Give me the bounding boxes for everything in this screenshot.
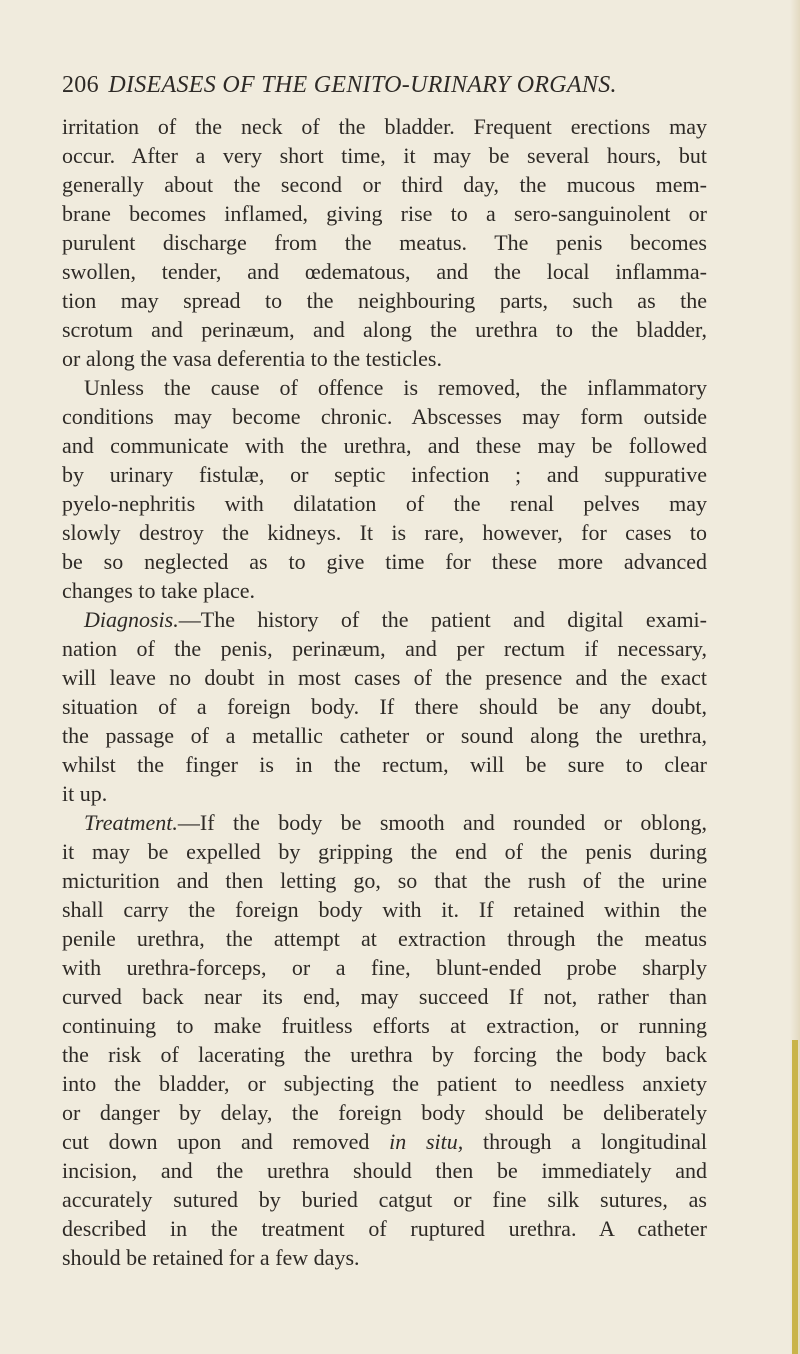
text-line	[62, 489, 707, 518]
line-text: with urethra-forceps, or a fine, blunt-ended probe sharply	[62, 955, 707, 980]
text-line	[62, 1098, 707, 1127]
line-text: generally about the second or third day, the mucous mem-	[62, 172, 707, 197]
text-line	[62, 1243, 707, 1272]
line-text: or along the vasa deferentia to the testicles.	[62, 346, 442, 371]
line-text: situation of a foreign body. If there should be any doubt,	[62, 694, 707, 719]
line-text: changes to take place.	[62, 578, 256, 603]
text-line	[62, 1156, 707, 1185]
line-text: or danger by delay, the foreign body should be deliberately	[62, 1100, 707, 1125]
line-text: Unless the cause of offence is removed, the inflammatory	[84, 375, 707, 400]
text-line	[62, 982, 707, 1011]
body-text	[62, 112, 707, 1272]
text-line	[62, 286, 707, 315]
line-text: pyelo-nephritis with dilatation of the renal pelves may	[62, 491, 707, 516]
text-line	[62, 141, 707, 170]
line-text: and communicate with the urethra, and these may be followed	[62, 433, 707, 458]
text-line	[62, 257, 707, 286]
text-line	[62, 779, 707, 808]
line-text: tion may spread to the neighbouring parts, such as the	[62, 288, 707, 313]
text-line	[62, 228, 707, 257]
running-title: DISEASES OF THE GENITO-URINARY ORGANS.	[108, 72, 617, 98]
text-line	[62, 605, 707, 634]
text-line	[62, 924, 707, 953]
text-line	[62, 1069, 707, 1098]
line-text: it may be expelled by gripping the end of the penis during	[62, 839, 707, 864]
text-line	[62, 953, 707, 982]
text-line	[62, 663, 707, 692]
text-line	[62, 1011, 707, 1040]
line-text: be so neglected as to give time for these more advanced	[62, 549, 707, 574]
text-line	[62, 895, 707, 924]
line-text: the risk of lacerating the urethra by forcing the body back	[62, 1042, 707, 1067]
text-line	[62, 518, 707, 547]
line-text: shall carry the foreign body with it. If retained within the	[62, 897, 707, 922]
line-text: conditions may become chronic. Abscesses may form outside	[62, 404, 707, 429]
line-text: by urinary fistulæ, or septic infection ; and suppurative	[62, 462, 707, 487]
line-text: irritation of the neck of the bladder. Frequent erections may	[62, 114, 707, 139]
line-text: occur. After a very short time, it may be several hours, but	[62, 143, 707, 168]
text-line	[62, 112, 707, 141]
page-header	[62, 70, 702, 100]
line-text: scrotum and perinæum, and along the urethra to the bladder,	[62, 317, 707, 342]
line-text: micturition and then letting go, so that the rush of the urine	[62, 868, 707, 893]
line-text: described in the treatment of ruptured urethra. A catheter	[62, 1216, 707, 1241]
line-text: nation of the penis, perinæum, and per rectum if necessary,	[62, 636, 707, 661]
italic-phrase: in situ,	[389, 1129, 464, 1154]
text-line	[62, 373, 707, 402]
text-line	[62, 199, 707, 228]
text-line	[62, 1127, 707, 1156]
text-line	[62, 634, 707, 663]
text-line	[62, 315, 707, 344]
line-text: whilst the finger is in the rectum, will be sure to clear	[62, 752, 707, 777]
text-line	[62, 1214, 707, 1243]
section-heading: Treatment.	[84, 810, 178, 835]
line-text: the passage of a metallic catheter or sound along the urethra,	[62, 723, 707, 748]
line-text: should be retained for a few days.	[62, 1245, 360, 1270]
text-line	[62, 170, 707, 199]
text-line	[62, 344, 707, 373]
line-text: —The history of the patient and digital exami-	[178, 607, 707, 632]
line-text: will leave no doubt in most cases of the presence and the exact	[62, 665, 707, 690]
line-text: penile urethra, the attempt at extraction through the meatus	[62, 926, 707, 951]
line-text: accurately sutured by buried catgut or fine silk sutures, as	[62, 1187, 707, 1212]
line-text: into the bladder, or subjecting the patient to needless anxiety	[62, 1071, 707, 1096]
text-line	[62, 1040, 707, 1069]
line-text: incision, and the urethra should then be immediately and	[62, 1158, 707, 1183]
text-line	[62, 460, 707, 489]
text-line	[62, 837, 707, 866]
text-line	[62, 692, 707, 721]
line-text: cut down upon and removed	[62, 1129, 390, 1154]
text-line	[62, 808, 707, 837]
text-line	[62, 721, 707, 750]
line-text: swollen, tender, and œdematous, and the local inflamma-	[62, 259, 707, 284]
line-text: it up.	[62, 781, 108, 806]
line-text: continuing to make fruitless efforts at extraction, or running	[62, 1013, 707, 1038]
text-line	[62, 866, 707, 895]
line-text: slowly destroy the kidneys. It is rare, however, for cases to	[62, 520, 707, 545]
page-edge-mark	[792, 1040, 798, 1354]
page-number: 206	[62, 72, 99, 98]
text-line	[62, 402, 707, 431]
line-text: through a longitudinal	[463, 1129, 708, 1154]
line-text: purulent discharge from the meatus. The penis becomes	[62, 230, 707, 255]
line-text: brane becomes inflamed, giving rise to a sero-sanguinolent or	[62, 201, 707, 226]
section-heading: Diagnosis.	[84, 607, 179, 632]
text-line	[62, 1185, 707, 1214]
text-line	[62, 431, 707, 460]
line-text: curved back near its end, may succeed If not, rather than	[62, 984, 707, 1009]
line-text: —If the body be smooth and rounded or oblong,	[177, 810, 707, 835]
text-line	[62, 576, 707, 605]
text-line	[62, 547, 707, 576]
text-line	[62, 750, 707, 779]
